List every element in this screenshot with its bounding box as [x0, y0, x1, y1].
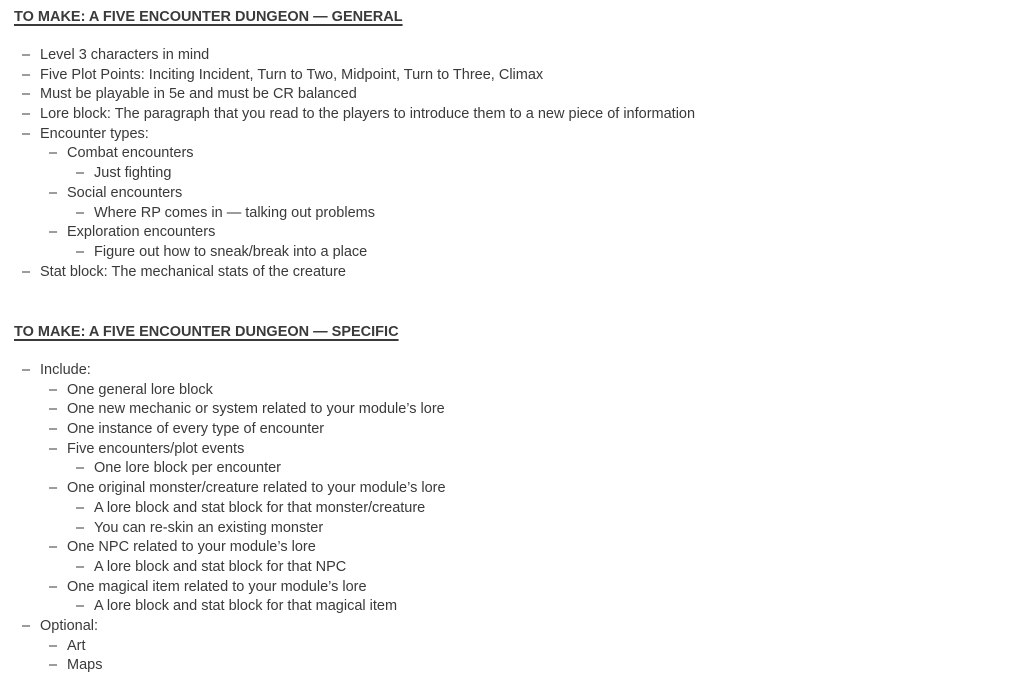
bullet-dash: –	[22, 106, 31, 123]
list-item-text: One general lore block	[67, 381, 213, 398]
bullet-dash: –	[22, 125, 31, 142]
bullet-dash: –	[76, 243, 85, 260]
bullet-dash: –	[49, 421, 58, 438]
bullet-dash: –	[49, 480, 58, 497]
list-item-text: Lore block: The paragraph that you read to the players to introduce them to a new piece of information	[40, 106, 696, 123]
specific-heading: TO MAKE: A FIVE ENCOUNTER DUNGEON — SPECIFIC	[14, 324, 399, 340]
bullet-dash: –	[76, 165, 85, 182]
list-item	[14, 637, 446, 657]
bullet-dash: –	[49, 381, 58, 398]
list-item	[14, 46, 695, 66]
list-item-text: One original monster/creature related to your module’s lore	[67, 480, 446, 497]
list-item-text: A lore block and stat block for that magical item	[94, 598, 398, 615]
bullet-dash: –	[22, 362, 31, 378]
list-item	[14, 263, 695, 283]
bullet-dash: –	[22, 66, 31, 83]
list-item-text: One lore block per encounter	[94, 460, 281, 477]
list-item	[14, 243, 695, 263]
list-item	[14, 459, 446, 479]
specific-section	[14, 322, 446, 676]
list-item-text: Where RP comes in — talking out problems	[94, 204, 375, 221]
list-item	[14, 85, 695, 105]
bullet-dash: –	[76, 519, 85, 536]
list-item-text: A lore block and stat block for that NPC	[94, 558, 347, 575]
list-item-text: Exploration encounters	[67, 224, 216, 241]
general-list	[14, 46, 695, 282]
bullet-dash: –	[49, 657, 58, 674]
list-item-text: Just fighting	[94, 165, 172, 182]
list-item	[14, 125, 695, 145]
list-item	[14, 479, 446, 499]
bullet-dash: –	[76, 598, 85, 615]
list-item-text: One new mechanic or system related to your module’s lore	[67, 401, 445, 418]
list-item-text: A lore block and stat block for that monster/creature	[94, 499, 426, 516]
list-item	[14, 144, 695, 164]
list-item	[14, 400, 446, 420]
bullet-dash: –	[22, 263, 31, 280]
list-item	[14, 558, 446, 578]
bullet-dash: –	[76, 460, 85, 477]
list-item-text: Include:	[40, 362, 91, 378]
list-item	[14, 223, 695, 243]
list-item	[14, 204, 695, 224]
list-item	[14, 519, 446, 539]
list-item-text: One NPC related to your module’s lore	[67, 539, 316, 556]
list-item	[14, 538, 446, 558]
list-item-text: Figure out how to sneak/break into a place	[94, 243, 368, 260]
list-item	[14, 440, 446, 460]
list-item	[14, 499, 446, 519]
list-item	[14, 184, 695, 204]
bullet-dash: –	[22, 47, 31, 63]
list-item-text: Optional:	[40, 617, 99, 634]
bullet-dash: –	[76, 558, 85, 575]
bullet-dash: –	[76, 499, 85, 516]
list-item-text: Art	[67, 637, 86, 654]
list-item	[14, 361, 446, 381]
general-heading: TO MAKE: A FIVE ENCOUNTER DUNGEON — GENERAL	[14, 9, 403, 25]
general-section	[14, 7, 695, 282]
list-item	[14, 578, 446, 598]
list-item-text: Combat encounters	[67, 145, 194, 162]
list-item-text: One magical item related to your module’s lore	[67, 578, 367, 595]
bullet-dash: –	[22, 617, 31, 634]
list-item-text: Level 3 characters in mind	[40, 47, 210, 63]
bullet-dash: –	[49, 578, 58, 595]
list-item-text: You can re-skin an existing monster	[94, 519, 324, 536]
bullet-dash: –	[76, 204, 85, 221]
list-item-text: Five Plot Points: Inciting Incident, Turn to Two, Midpoint, Turn to Three, Climax	[40, 66, 544, 83]
list-item-text: One instance of every type of encounter	[67, 421, 325, 438]
list-item	[14, 381, 446, 401]
list-item-text: Social encounters	[67, 184, 183, 201]
list-item	[14, 617, 446, 637]
list-item-text: Five encounters/plot events	[67, 440, 245, 457]
bullet-dash: –	[49, 539, 58, 556]
bullet-dash: –	[49, 401, 58, 418]
list-item	[14, 66, 695, 86]
list-item-text: Stat block: The mechanical stats of the creature	[40, 263, 347, 280]
bullet-dash: –	[49, 224, 58, 241]
bullet-dash: –	[49, 637, 58, 654]
bullet-dash: –	[22, 86, 31, 103]
bullet-dash: –	[49, 145, 58, 162]
list-item	[14, 656, 446, 676]
list-item	[14, 105, 695, 125]
bullet-dash: –	[49, 440, 58, 457]
list-item-text: Must be playable in 5e and must be CR balanced	[40, 86, 357, 103]
bullet-dash: –	[49, 184, 58, 201]
list-item-text: Maps	[67, 657, 103, 674]
list-item	[14, 164, 695, 184]
specific-list	[14, 361, 446, 676]
list-item-text: Encounter types:	[40, 125, 149, 142]
list-item	[14, 597, 446, 617]
list-item	[14, 420, 446, 440]
